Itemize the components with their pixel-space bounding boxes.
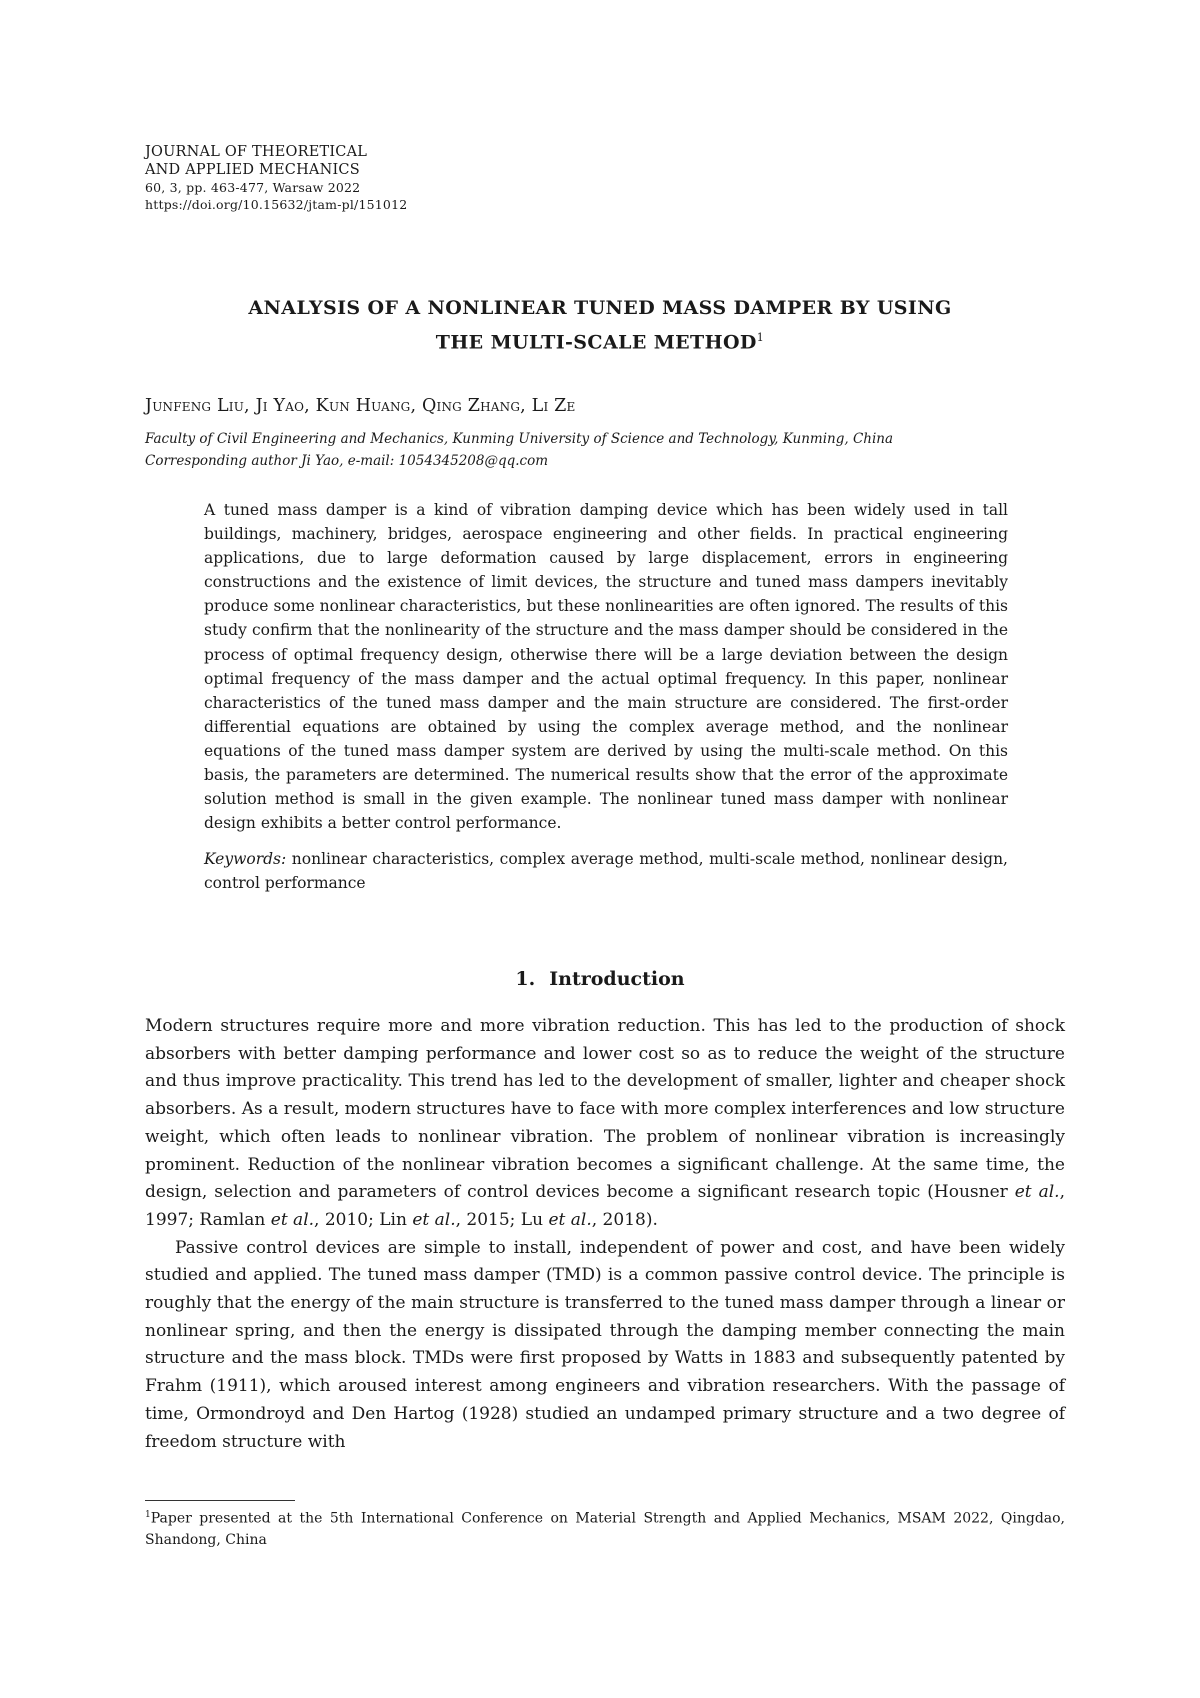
p1-etal-1: et al.	[1014, 1182, 1060, 1203]
author-list: Junfeng Liu, Ji Yao, Kun Huang, Qing Zhang, Li Ze	[145, 396, 576, 416]
paper-title	[140, 294, 1060, 357]
p1-text-e: , 2018).	[591, 1209, 658, 1230]
footnote	[145, 1505, 1065, 1552]
title-footnote-mark[interactable]: 1	[756, 331, 765, 344]
corresponding-author: Corresponding author Ji Yao, e-mail: 1054345208@qq.com	[145, 453, 549, 469]
paragraph-1	[145, 1013, 1065, 1235]
journal-issue: 60, 3, pp. 463-477, Warsaw 2022	[145, 180, 361, 195]
footnote-text: Paper presented at the 5th International Conference on Material Strength and Applied Mechanics, MSAM 2022, Qingdao, Shandong, China	[145, 1510, 1065, 1549]
p1-text-b: , 1997; Ramlan	[145, 1182, 1065, 1230]
p1-etal-3: et al.	[412, 1209, 456, 1230]
journal-header	[145, 143, 645, 213]
affiliation-block	[145, 428, 1045, 472]
p1-etal-4: et al.	[548, 1209, 592, 1230]
paragraph-2: Passive control devices are simple to install, independent of power and cost, and have been widely studied and applied. The tuned mass damper (TMD) is a common passive control device. The principle is roughly that the energy of the main structure is transferred to the tuned mass damper through a linear or nonlinear spring, and then the energy is dissipated through the damping member connecting the main structure and the mass block. TMDs were first proposed by Watts in 1883 and subsequently patented by Frahm (1911), which aroused interest among engineers and vibration researchers. With the passage of time, Ormondroyd and Den Hartog (1928) studied an undamped primary structure and a two degree of freedom structure with	[145, 1237, 1065, 1452]
p1-etal-2: et al.	[270, 1209, 315, 1230]
keywords	[204, 847, 1008, 895]
footnote-mark: 1	[145, 1510, 151, 1520]
body-text	[145, 1013, 1065, 1456]
p1-text-d: , 2015; Lu	[455, 1209, 549, 1230]
p1-text-a: Modern structures require more and more vibration reduction. This has led to the production of shock absorbers with better damping performance and lower cost so as to reduce the weight of the structure and thus improve practicality. This trend has led to the development of smaller, lighter and cheaper shock absorbers. As a result, modern structures have to face with more complex interferences and low structure weight, which often leads to nonlinear vibration. The problem of nonlinear vibration is increasingly prominent. Reduction of the nonlinear vibration becomes a significant challenge. At the same time, the design, selection and parameters of control devices become a significant research topic (Housner	[145, 1016, 1065, 1203]
journal-name-line2: AND APPLIED MECHANICS	[145, 162, 360, 178]
affiliation: Faculty of Civil Engineering and Mechanics, Kunming University of Science and Technology, Kunming, China	[145, 431, 894, 447]
section-title: Introduction	[549, 968, 685, 990]
abstract	[204, 498, 1008, 896]
section-number: 1.	[515, 968, 536, 990]
p1-text-c: , 2010; Lin	[314, 1209, 413, 1230]
journal-name-line1: JOURNAL OF THEORETICAL	[145, 144, 368, 160]
journal-doi[interactable]: https://doi.org/10.15632/jtam-pl/151012	[145, 197, 408, 212]
keywords-text: nonlinear characteristics, complex average method, multi-scale method, nonlinear design, control performance	[204, 850, 1008, 893]
abstract-text: A tuned mass damper is a kind of vibration damping device which has been widely used in tall buildings, machinery, bridges, aerospace engineering and other fields. In practical engineering applications, due to large deformation caused by large displacement, errors in engineering constructions and the existence of limit devices, the structure and tuned mass dampers inevitably produce some nonlinear characteristics, but these nonlinearities are often ignored. The results of this study confirm that the nonlinearity of the structure and the mass damper should be considered in the process of optimal frequency design, otherwise there will be a large deviation between the design optimal frequency of the mass damper and the actual optimal frequency. In this paper, nonlinear characteristics of the tuned mass damper and the main structure are considered. The first-order differential equations are obtained by using the complex average method, and the nonlinear equations of the tuned mass damper system are derived by using the multi-scale method. On this basis, the parameters are determined. The numerical results show that the error of the approximate solution method is small in the given example. The nonlinear tuned mass damper with nonlinear design exhibits a better control performance.	[204, 501, 1008, 833]
title-line1: ANALYSIS OF A NONLINEAR TUNED MASS DAMPER BY USING	[248, 297, 952, 319]
footnote-rule	[145, 1500, 295, 1501]
title-line2: THE MULTI-SCALE METHOD	[435, 331, 757, 354]
section-heading	[140, 968, 1060, 990]
keywords-label: Keywords:	[204, 850, 287, 869]
